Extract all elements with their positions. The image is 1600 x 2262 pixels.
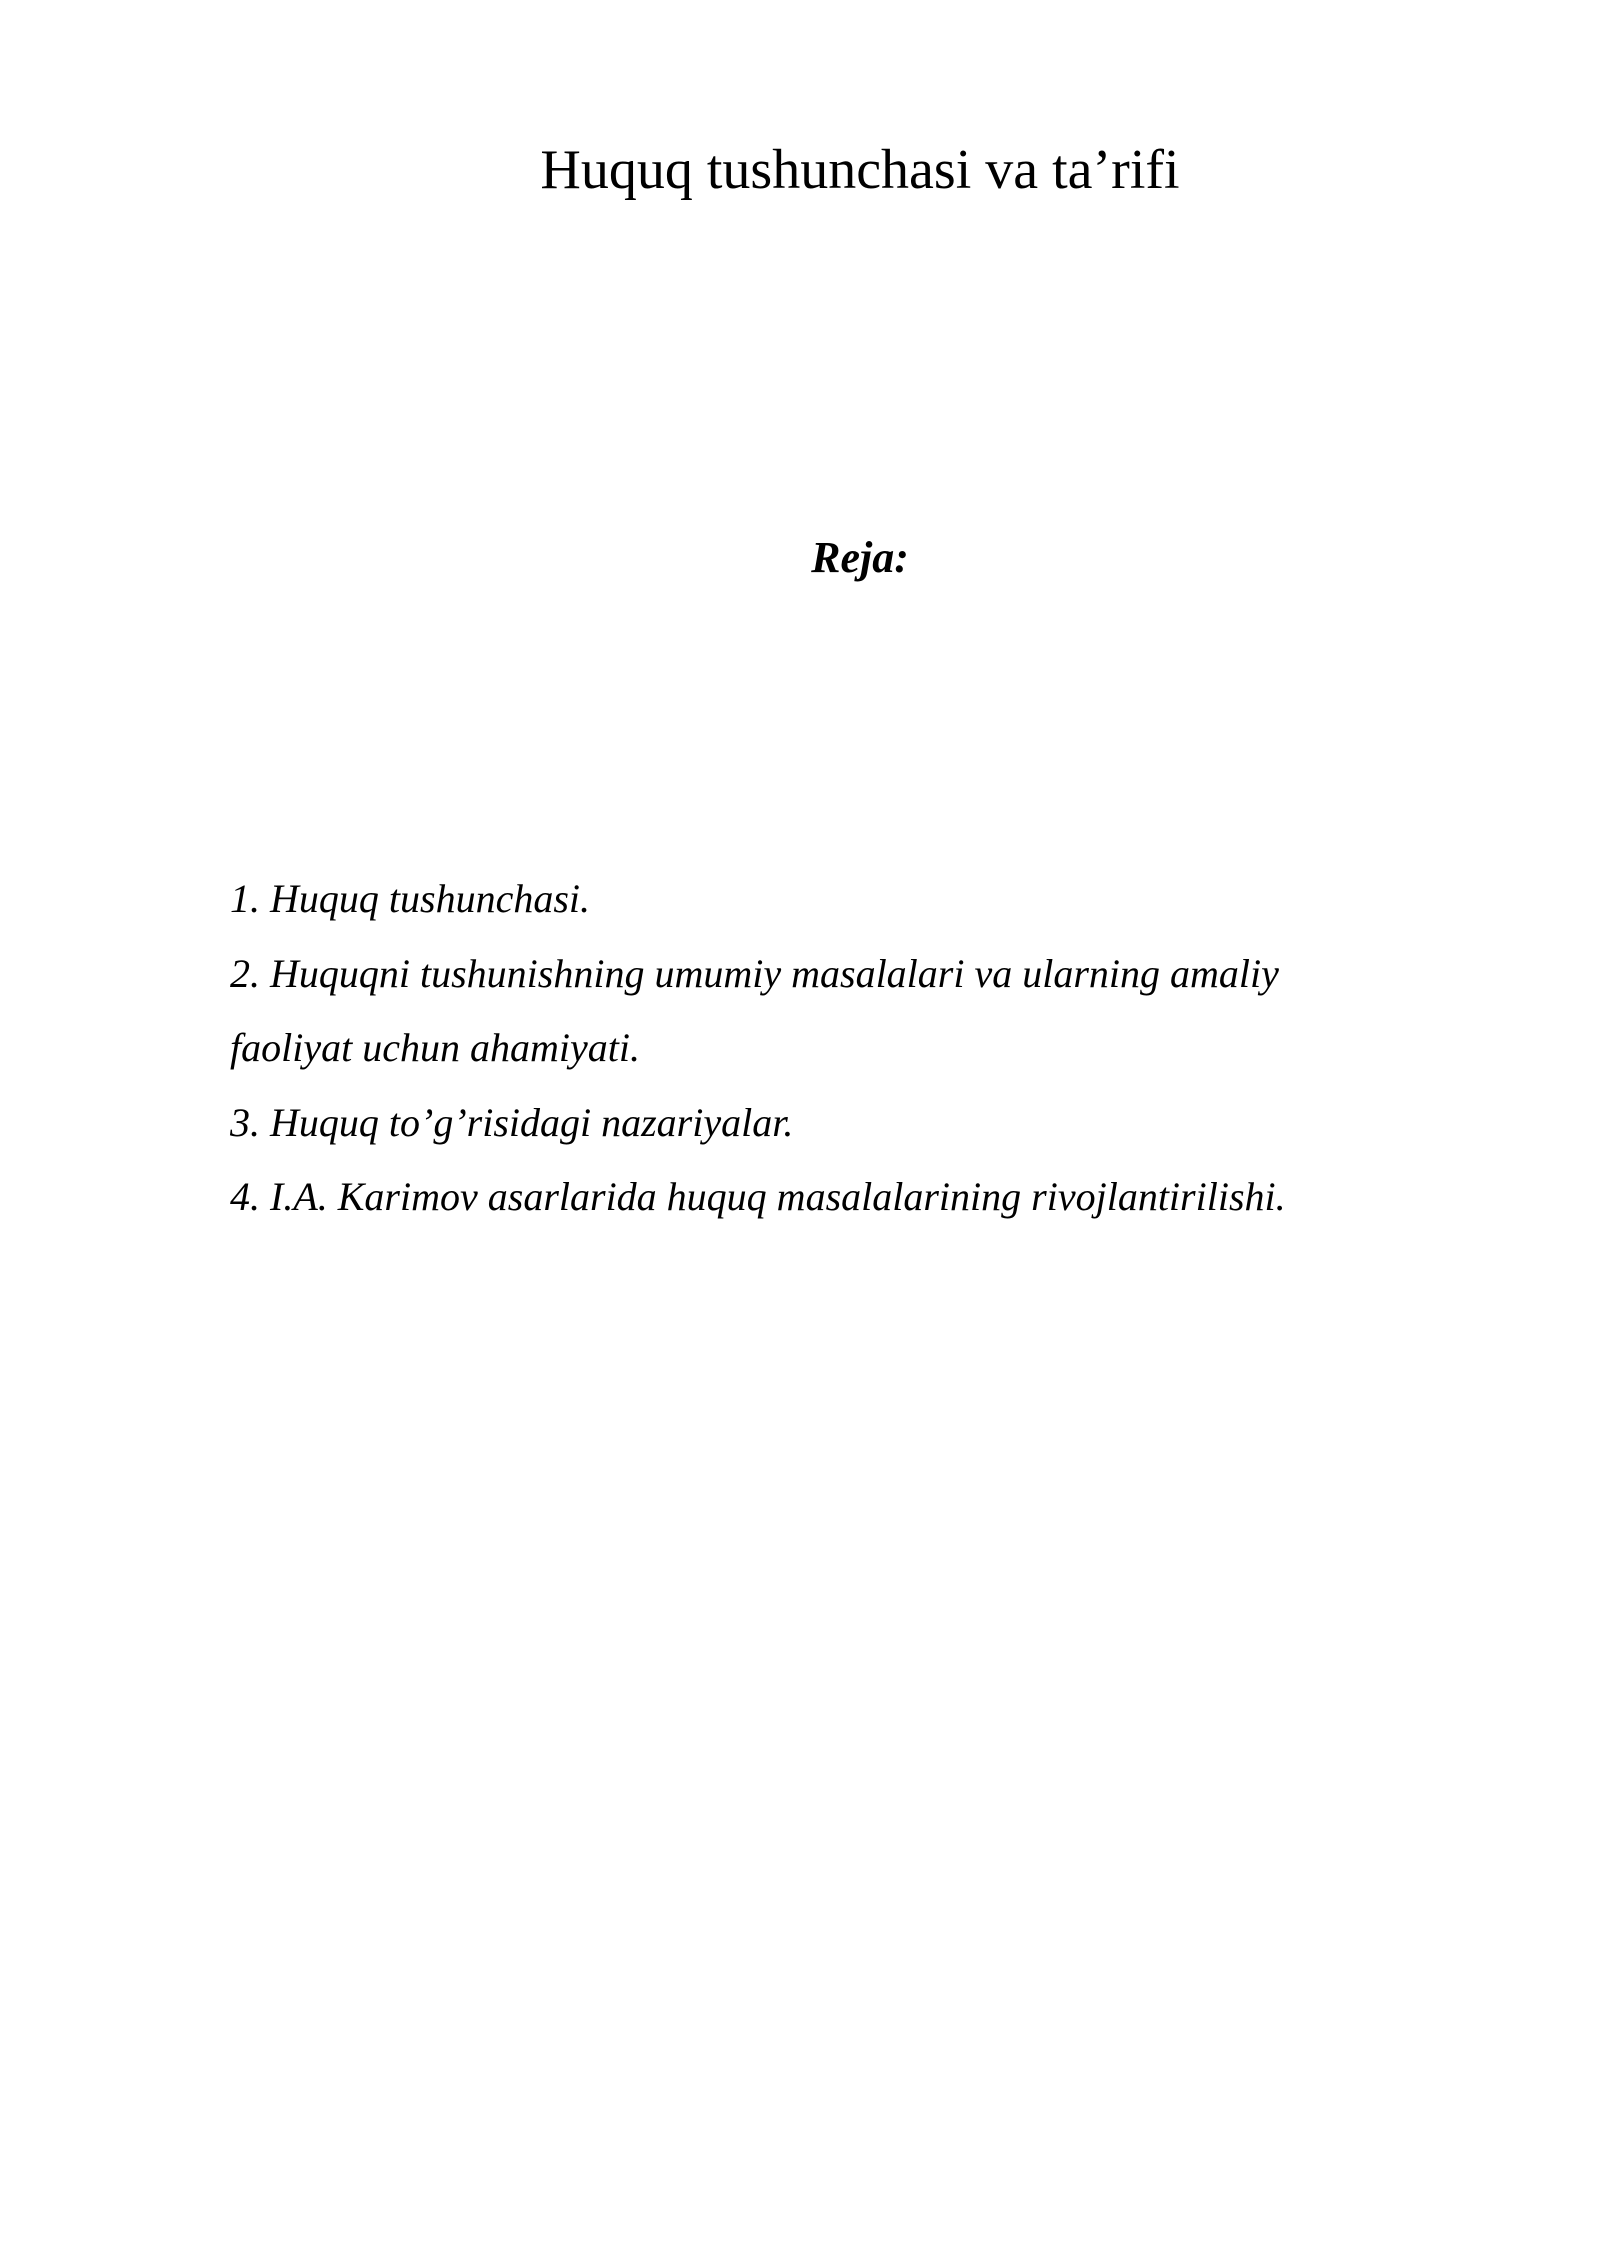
- plan-item-1: 1. Huquq tushunchasi.: [230, 876, 590, 921]
- page-title: Huquq tushunchasi va ta’rifi: [540, 139, 1180, 201]
- plan-item-4: 4. I.A. Karimov asarlarida huquq masalalarining rivojlantirilishi.: [230, 1174, 1286, 1219]
- plan-item-2: 2. Huquqni tushunishning umumiy masalalari va ularning amaliy: [230, 950, 1279, 996]
- plan-list: [230, 862, 1430, 1235]
- plan-item-3: 3. Huquq to’g’risidagi nazariyalar.: [230, 1099, 794, 1145]
- plan-heading: Reja:: [811, 533, 909, 582]
- plan-item-2-continuation: faoliyat uchun ahamiyati.: [230, 1025, 640, 1070]
